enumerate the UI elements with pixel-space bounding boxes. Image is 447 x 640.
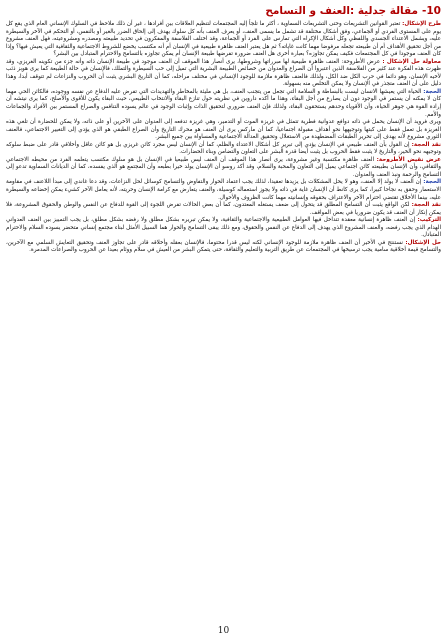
section-text: تعتبر القوانين التشريعات وحتى التشريعات السماوية ، أكثر ما تلجأ إليه المجتمعات لتنظيم العلاقات بين أفرادها ، غير أن ذلك ملاحظ في السلوك الإنساني العام الذي يقع كل يوم على المستوى الفردي أو الجماعي، وفق أشكال مختلفة قد تشمل ما يسمى العنف، أو يعرف العنف بأنه كل سلوك يهدف إلى إلحاق الضرر بالغير أو بالنفس، أو التحكم في الآخر والسيطرة عليه، ويشمل الاعتداء الجسدي واللفظي وكل أشكال الإكراه التي تمارس على الفرد أو الجماعة، وقد اختلف الفلاسفة والمفكرون في تحديد طبيعته ومصدره ومشروعيته، فهل العنف مشروع من أجل تحقيق الأهداف أم أن طبيعته تجعله مرفوضا مهما كانت غاياته؟ ثم هل يعتبر العنف ظاهرة طبيعية في الإنسان أم أنه مكتسب يخضع للشروط الاجتماعية والثقافية التي يعيش فيها؟ وإذا كان العنف موجودا في كل المجتمعات فكيف يمكن تجاوزه؟ بعبارة أخرى هل العنف ضرورة تفرضها طبيعة الإنسان أم يمكن تجاوزه بالتسامح والاحترام المتبادل بين البشر؟: [6, 21, 441, 58]
section-text: لكن الواقع يثبت أن التسامح المطلق قد يتحول إلى ضعف يستغله المعتدون، كما أن بعض الحالات تفرض اللجوء إلى القوة للدفاع عن النفس والوطن والحقوق المشروعة، فلا يمكن إنكار أن العنف قد يكون ضروريا في بعض المواقف.: [6, 202, 441, 216]
section-text: إن العنف ظاهرة إنسانية معقدة تتداخل فيها العوامل الطبيعية والاجتماعية والثقافية، ولا يمكن تبريره بشكل مطلق ولا رفضه بشكل مطلق، بل يجب التمييز بين العنف العدواني الهدام الذي يجب رفضه، والعنف المشروع الذي يهدف إلى الدفاع عن النفس والحقوق، ومع ذلك يبقى التسامح والحوار هما السبيل الأمثل لبناء مجتمع إنساني متحضر يسوده السلام والاحترام المتبادل.: [6, 217, 441, 239]
paragraph-thesis: [6, 59, 441, 89]
section-label: الحجة:: [423, 179, 441, 186]
section-text: إن العنف لا يولد إلا العنف، وهو لا يحل المشكلات بل يزيدها تعقيدا، لذلك يجب اعتماد الحوار والتفاوض والتسامح كوسائل لحل النزاعات، وقد دعا غاندي إلى مبدأ اللاعنف في مقاومة الاستعمار وحقق به نجاحا كبيرا، كما يرى كانط أن الإنسان غاية في ذاته ولا يجوز استعماله كوسيلة، والعنف يتعارض مع كرامة الإنسان وحريته، لأنه يعامل الآخر كشيء يمكن إخضاعه والسيطرة عليه، بينما الأخلاق تقتضي احترام الآخر والاعتراف بحقوقه وإنسانيته مهما كانت الظروف والأحوال.: [6, 179, 441, 201]
paragraph-continuation: [6, 119, 441, 142]
article-header: [6, 3, 441, 19]
section-text: ويرى فرويد أن الإنسان يحمل في ذاته دوافع عدوانية فطرية تتمثل في غريزة الموت أو التدمير، وهي غريزة تدفعه إلى العدوان على الآخرين أو على ذاته، ولا يمكن للحضارة أن تلغي هذه الغريزة بل تعمل فقط على كبتها وتوجيهها نحو أهداف مقبولة اجتماعيا، كما أن ماركس يرى أن العنف هو محرك التاريخ وأن الصراع الطبقي هو الذي يؤدي إلى التغيير الاجتماعي، فالعنف الثوري مشروع لأنه يهدف إلى تحرير الطبقات المضطهدة من الاستغلال وتحقيق العدالة الاجتماعية والمساواة بين جميع البشر.: [6, 119, 441, 141]
section-label: الحجة:: [423, 88, 441, 95]
page-number: 10: [217, 626, 230, 636]
section-text: إن القول بأن العنف طبيعي في الإنسان يؤدي إلى تبرير كل أشكال الاعتداء والظلم، كما أن الإنسان ليس مجرد كائن غريزي بل هو كائن عاقل وأخلاقي قادر على ضبط سلوكه وتوجيهه نحو الخير، والتاريخ لا يثبت فقط الحروب بل يثبت أيضا قدرة البشر على التعاون والتضامن وبناء الحضارات.: [6, 141, 441, 156]
paragraph-antithesis: [6, 157, 441, 180]
article-body: [6, 21, 441, 255]
paragraph-antithesis-argument: [6, 179, 441, 202]
section-text: العنف ظاهرة مكتسبة وغير مشروعة، يرى أنصار هذا الموقف أن العنف ليس طبيعيا في الإنسان بل هو سلوك مكتسب يتعلمه الفرد من محيطه الاجتماعي والثقافي، وأن الإنسان بطبيعته كائن اجتماعي يميل إلى التعاون والمحبة والسلام، وقد أكد روسو أن الإنسان يولد خيرا بطبعه وأن المجتمع هو الذي يفسده، كما أن الديانات السماوية تدعو إلى التسامح والرحمة ونبذ العنف والعدوان.: [6, 156, 441, 178]
section-text: الحياة التي يعيشها الانسان ليست بالبساطة و السلامة التي تجعل من يتجنب العنف، بل هي مليئة بالمخاطر والتهديدات التي تفرض عليه الدفاع عن نفسه ووجوده، فالكائن الحي مهما كان لا يمكنه أن يستمر في الوجود دون أن يصارع من أجل البقاء، وهذا ما أكده داروين في نظريته حول تنازع البقاء والانتخاب الطبيعي، حيث البقاء يكون للأقوى والأصلح، كما يرى نيتشه أن إرادة القوة هي جوهر الحياة، وأن الأقوياء وحدهم يستحقون البقاء، ولذلك فإن العنف ضروري لتحقيق الذات وإثبات الوجود في عالم يسوده التنافس والصراع المستمر بين الأفراد والجماعات والأمم.: [6, 88, 441, 118]
article-title: مقالة جدلية :العنف و التسامح: [265, 5, 419, 17]
paragraph-conclusion: [6, 240, 441, 255]
section-label: حل الإشكال:: [405, 239, 441, 246]
section-label: نقد الحجة:: [411, 141, 442, 148]
section-text: نستنتج في الأخير أن العنف ظاهرة ملازمة للوجود الإنساني لكنه ليس قدرا محتوما، فالإنسان بعقله وأخلاقه قادر على تجاوز العنف وتحقيق التعايش السلمي مع الآخرين، والتسامح قيمة أخلاقية سامية يجب ترسيخها في المجتمعات عن طريق التربية والتعليم والثقافة، حتى يتمكن البشر من العيش في سلام ووئام بعيدا عن الحروب والصراعات المدمرة.: [6, 239, 441, 254]
paragraph-critique: [6, 142, 441, 157]
section-label: نقد الحجة:: [411, 202, 442, 209]
section-label: التركيب:: [417, 217, 442, 224]
paragraph-synthesis: [6, 217, 441, 240]
section-label: عرض نقيض الأطروحة:: [376, 156, 442, 163]
paragraph-argument: [6, 89, 441, 119]
section-label: طرح الإشكال:: [402, 21, 441, 27]
section-label: محاولة حل الإشكال :: [382, 58, 441, 65]
section-text: عرض الأطروحة: العنف ظاهرة طبيعية لها مبرراتها وشروطها، يرى أنصار هذا الموقف أن العنف موجود في طبيعة الإنسان ذاته وأنه جزء من تكوينه الغريزي، وقد ظهرت هذه الفكرة عند كثير من الفلاسفة الذين اعتبروا أن الصراع والعدوان من خصائص الطبيعة البشرية التي تميل إلى حب السيطرة والتملك، فالإنسان في حالة الطبيعة كما يرى هوبز ذئب لأخيه الإنسان، وهو دائما في حرب الكل ضد الكل، ولذلك فالعنف ظاهرة ملازمة للوجود الإنساني في مختلف مراحله، كما أن التاريخ البشري يثبت أن الحروب والنزاعات لم تتوقف أبدا، وهذا دليل على أن العنف متجذر في الإنسان ولا يمكن التخلص منه بسهولة.: [6, 58, 441, 88]
article-number: 10-: [422, 5, 441, 17]
paragraph-problem-statement: [6, 21, 441, 59]
paragraph-antithesis-critique: [6, 202, 441, 217]
